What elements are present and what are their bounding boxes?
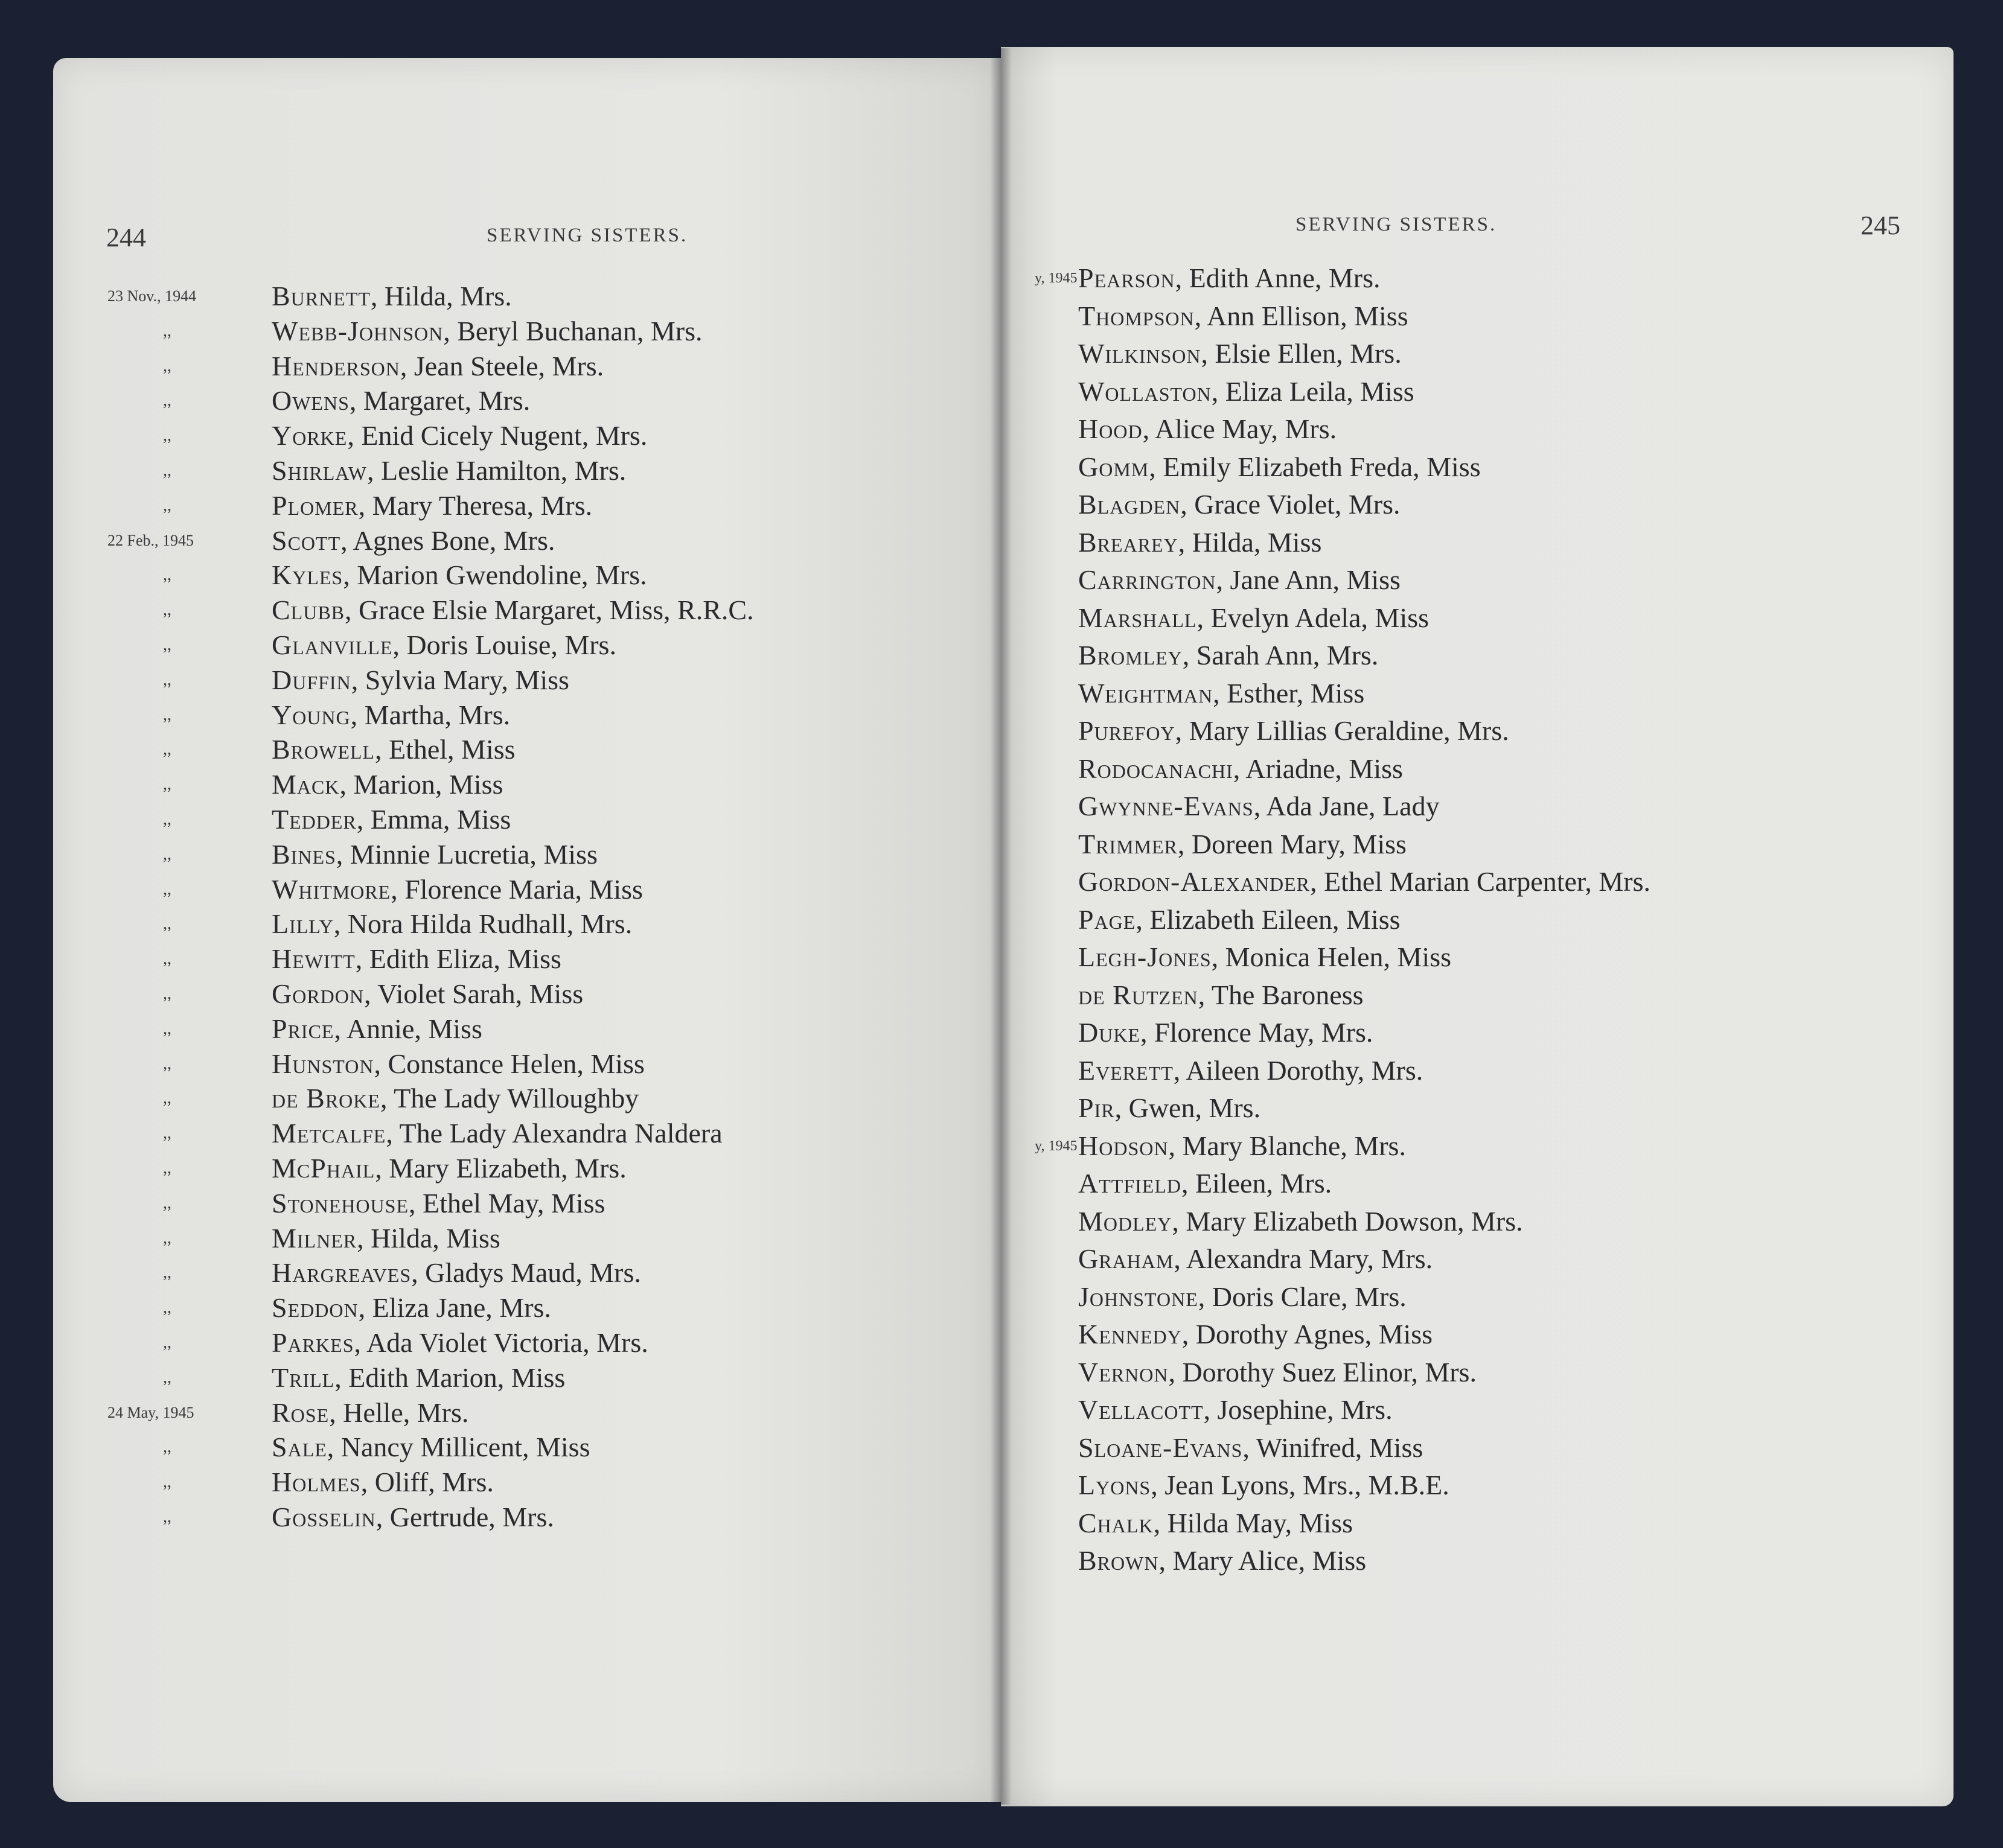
list-item [163,802,754,837]
surname: Glanville [272,629,393,660]
ditto-mark: ,, [163,1368,171,1387]
surname: Vellacott [1078,1394,1204,1425]
surname: Milner [272,1222,357,1254]
list-item [163,418,754,453]
book-gutter [990,48,1012,1805]
surname: Holmes [272,1467,361,1498]
ditto-mark: ,, [163,635,171,654]
given-names: , Marion Gwendoline, Mrs. [343,559,647,591]
given-names: , Beryl Buchanan, Mrs. [443,315,703,346]
given-names: , Doris Clare, Mrs. [1198,1281,1407,1312]
ditto-mark: ,, [163,984,171,1003]
given-names: , Constance Helen, Miss [374,1048,645,1079]
surname: Rodocanachi [1078,753,1233,784]
given-names: , Hilda May, Miss [1153,1507,1353,1538]
given-names: , Alice May, Mrs. [1142,413,1337,444]
ditto-mark: ,, [163,914,171,934]
ditto-mark: ,, [163,705,171,724]
list-item [163,1047,754,1082]
list-item [163,1290,754,1325]
ditto-mark: ,, [163,879,171,899]
surname: Duffin [272,664,351,695]
given-names: , Dorothy Agnes, Miss [1181,1319,1433,1349]
given-names: , Aileen Dorothy, Mrs. [1173,1054,1423,1086]
list-item [163,663,754,698]
given-names: , Ada Jane, Lady [1253,791,1440,821]
list-item [1078,448,1650,486]
given-names: , Mary Theresa, Mrs. [358,489,593,521]
list-item [163,1500,754,1535]
list-item [1078,826,1650,864]
given-names: , Minnie Lucretia, Miss [336,838,598,870]
list-item [163,906,754,942]
given-names: , Hilda, Mrs. [370,281,512,311]
given-names: , Ann Ellison, Miss [1194,300,1408,331]
given-names: , Grace Elsie Margaret, Miss, R.R.C. [345,594,754,626]
running-head: SERVING SISTERS. [1295,214,1497,235]
surname: Gosselin [272,1501,376,1532]
list-item [163,349,754,384]
surname: de Rutzen [1078,979,1198,1010]
surname: Rose [272,1397,330,1428]
list-item [1078,1240,1650,1278]
ditto-mark: ,, [163,495,171,515]
left-page [53,58,1001,1802]
list-item [163,1151,754,1186]
given-names: , Mary Elizabeth, Mrs. [375,1152,627,1184]
list-item [1078,1165,1650,1203]
given-names: , Margaret, Mrs. [349,385,531,416]
given-names: , Gladys Maud, Mrs. [411,1257,641,1289]
given-names: , Grace Violet, Mrs. [1180,489,1401,520]
list-item [163,383,754,418]
given-names: , Ethel Marian Carpenter, Mrs. [1309,866,1651,897]
surname: Browell [272,734,375,765]
list-item [1078,1052,1650,1090]
given-names: , Sylvia Mary, Miss [351,664,569,695]
list-item [163,837,754,872]
given-names: , Monica Helen, Miss [1211,942,1451,972]
surname: Chalk [1078,1507,1154,1538]
surname: Lilly [272,908,334,940]
surname: Page [1078,903,1136,935]
surname: Gordon-Alexander [1078,866,1310,897]
ditto-mark: ,, [163,566,171,585]
surname: Whitmore [272,873,391,905]
ditto-mark: ,, [163,1089,171,1108]
ditto-mark: ,, [163,1263,171,1282]
ditto-mark: ,, [163,1228,171,1247]
given-names: , Florence Maria, Miss [391,873,643,905]
surname: Seddon [272,1292,359,1324]
surname: Henderson [272,350,400,381]
entry-list [107,279,754,1535]
given-names: , Eliza Leila, Miss [1211,375,1414,407]
surname: Hewitt [272,943,356,975]
list-item [163,1465,754,1500]
list-item [1078,1429,1650,1467]
surname: Wilkinson [1078,338,1201,369]
list-item [163,1255,754,1290]
list-item [1078,335,1650,373]
surname: McPhail [272,1152,375,1184]
list-item [1078,977,1650,1015]
list-item [1078,1467,1650,1505]
page-number: 245 [1861,211,1900,240]
given-names: , Edith Marion, Miss [334,1362,566,1393]
list-item [163,314,754,349]
surname: Kyles [272,559,343,591]
list-item [163,1221,754,1256]
surname: Everett [1078,1054,1174,1086]
list-item [1078,1391,1650,1429]
surname: Vernon [1078,1356,1169,1388]
surname: Lyons [1078,1470,1151,1500]
given-names: , Hilda, Miss [1178,526,1322,558]
given-names: , Esther, Miss [1213,677,1365,709]
surname: Gomm [1078,451,1149,482]
surname: Duke [1078,1017,1140,1048]
ditto-mark: ,, [163,809,171,829]
surname: Hodson [1078,1130,1169,1161]
surname: Weightman [1078,677,1213,709]
ditto-mark: ,, [163,460,171,480]
list-item [163,1116,754,1151]
ditto-mark: ,, [163,1019,171,1038]
list-item [163,732,754,767]
ditto-mark: ,, [163,1507,171,1526]
entry-date: 23 Nov., 1944 [107,287,197,305]
surname: Young [272,699,351,730]
ditto-mark: ,, [163,740,171,759]
surname: Gordon [272,978,365,1009]
entry-list [1035,260,1651,1580]
given-names: , Gwen, Mrs. [1114,1092,1261,1123]
ditto-mark: ,, [163,775,171,794]
given-names: , Mary Alice, Miss [1158,1545,1367,1576]
list-item [1078,1542,1650,1580]
surname: Hunston [272,1048,374,1079]
given-names: , Annie, Miss [334,1013,482,1044]
surname: Shirlaw [272,454,367,486]
list-item [1035,1127,1650,1165]
surname: Webb-Johnson [272,315,444,346]
list-item [163,488,754,523]
entry-date: 24 May, 1945 [107,1403,194,1421]
list-item [107,523,754,558]
given-names: , Edith Anne, Mrs. [1175,263,1381,293]
ditto-mark: ,, [163,321,171,340]
given-names: , Mary Lillias Geraldine, Mrs. [1175,715,1509,746]
given-names: , The Lady Willoughby [380,1083,639,1114]
given-names: , Florence May, Mrs. [1140,1017,1373,1048]
given-names: , Ethel, Miss [374,734,516,765]
page-number: 244 [106,223,146,252]
list-item [163,1360,754,1395]
ditto-mark: ,, [163,601,171,620]
list-item [163,558,754,593]
surname: Pir [1078,1092,1115,1123]
given-names: , Leslie Hamilton, Mrs. [367,454,627,486]
list-item [163,1012,754,1047]
ditto-mark: ,, [163,1124,171,1143]
list-item [1078,298,1650,336]
list-item [1078,675,1650,713]
surname: Sale [272,1432,327,1463]
surname: Clubb [272,594,345,626]
given-names: , Oliff, Mrs. [360,1467,494,1498]
running-head: SERVING SISTERS. [487,225,688,246]
surname: Bines [272,838,336,870]
surname: Scott [272,524,341,556]
given-names: , The Lady Alexandra Naldera [386,1118,723,1149]
surname: Legh-Jones [1078,942,1212,972]
surname: Kennedy [1078,1319,1182,1349]
given-names: , Marion, Miss [339,769,503,800]
list-item [163,872,754,907]
list-item [1078,1278,1650,1316]
surname: Brearey [1078,526,1178,558]
surname: Hood [1078,413,1143,444]
surname: Mack [272,769,340,800]
list-item [163,942,754,977]
given-names: , Violet Sarah, Miss [364,978,584,1009]
list-item [107,279,754,314]
given-names: , Ada Violet Victoria, Mrs. [354,1327,648,1358]
given-names: , Eileen, Mrs. [1181,1168,1332,1199]
ditto-mark: ,, [163,1333,171,1352]
given-names: , Emily Elizabeth Freda, Miss [1149,451,1481,482]
given-names: , Hilda, Miss [357,1222,500,1254]
given-names: , Evelyn Adela, Miss [1196,602,1430,633]
surname: Burnett [272,281,371,311]
entry-date: 22 Feb., 1945 [107,531,194,549]
given-names: , Helle, Mrs. [329,1397,469,1428]
list-item [163,1081,754,1116]
given-names: , Eliza Jane, Mrs. [358,1292,551,1324]
list-item [1078,1316,1650,1354]
surname: Trimmer [1078,828,1178,859]
list-item [1078,599,1650,637]
given-names: , Ethel May, Miss [409,1187,605,1219]
surname: Yorke [272,420,348,451]
list-item [163,977,754,1012]
ditto-mark: ,, [163,844,171,864]
list-item [1078,561,1650,599]
ditto-mark: ,, [163,1438,171,1457]
right-page [1001,47,1953,1806]
given-names: , Sarah Ann, Mrs. [1182,640,1379,671]
ditto-mark: ,, [163,1054,171,1073]
given-names: , Mary Elizabeth Dowson, Mrs. [1172,1205,1523,1237]
list-item [1078,486,1650,524]
ditto-mark: ,, [163,1298,171,1317]
list-item [163,453,754,488]
surname: Pearson [1078,263,1175,293]
surname: Marshall [1078,602,1197,633]
surname: Trill [272,1362,335,1393]
given-names: , Doris Louise, Mrs. [392,629,616,660]
ditto-mark: ,, [163,356,171,375]
list-item [1078,901,1650,939]
surname: Blagden [1078,489,1181,520]
list-item [1078,373,1650,411]
entry-date: y, 1945 [1035,270,1078,286]
ditto-mark: ,, [163,1473,171,1492]
given-names: , Ariadne, Miss [1233,753,1403,784]
list-item [163,1430,754,1465]
list-item [1078,410,1650,448]
surname: Modley [1078,1205,1172,1237]
surname: Owens [272,385,350,416]
list-item [1078,938,1650,977]
surname: Stonehouse [272,1187,409,1219]
given-names: , Nora Hilda Rudhall, Mrs. [333,908,633,940]
surname: Hargreaves [272,1257,412,1289]
given-names: , Enid Cicely Nugent, Mrs. [347,420,648,451]
list-item [1078,1014,1650,1052]
surname: Bromley [1078,640,1183,671]
surname: Plomer [272,489,359,521]
surname: Parkes [272,1327,354,1358]
given-names: , Doreen Mary, Miss [1177,828,1407,859]
list-item [1078,1505,1650,1543]
list-item [163,593,754,628]
given-names: , Alexandra Mary, Mrs. [1174,1243,1433,1274]
given-names: , Edith Eliza, Miss [355,943,561,975]
given-names: , Nancy Millicent, Miss [327,1432,590,1463]
list-item [163,1186,754,1221]
surname: Johnstone [1078,1281,1198,1312]
list-item [163,628,754,663]
list-item [163,1325,754,1360]
given-names: , Agnes Bone, Mrs. [340,524,555,556]
list-item [1078,1203,1650,1241]
ditto-mark: ,, [163,426,171,445]
surname: Graham [1078,1243,1174,1274]
list-item [1078,1354,1650,1392]
given-names: , Gertrude, Mrs. [375,1501,554,1532]
list-item [163,698,754,733]
list-item [1035,260,1650,298]
ditto-mark: ,, [163,949,171,969]
entry-date: y, 1945 [1035,1138,1078,1154]
surname: Tedder [272,803,357,835]
surname: Thompson [1078,300,1195,331]
ditto-mark: ,, [163,1193,171,1212]
surname: de Broke [272,1083,380,1114]
ditto-mark: ,, [163,391,171,410]
given-names: , Dorothy Suez Elinor, Mrs. [1168,1356,1477,1388]
given-names: , Josephine, Mrs. [1203,1394,1393,1425]
surname: Metcalfe [272,1118,386,1149]
given-names: , The Baroness [1198,979,1364,1010]
surname: Sloane-Evans [1078,1432,1243,1463]
given-names: , Jean Lyons, Mrs., M.B.E. [1151,1470,1449,1500]
surname: Purefoy [1078,715,1175,746]
list-item [1078,750,1650,788]
given-names: , Winifred, Miss [1242,1432,1423,1463]
surname: Price [272,1013,334,1044]
list-item [1078,712,1650,750]
given-names: , Mary Blanche, Mrs. [1168,1130,1406,1161]
given-names: , Jane Ann, Miss [1216,564,1401,595]
surname: Wollaston [1078,375,1212,407]
surname: Attfield [1078,1168,1181,1199]
list-item [1078,524,1650,562]
list-item [163,767,754,802]
list-item [1078,863,1650,901]
ditto-mark: ,, [163,1158,171,1177]
list-item [1078,1089,1650,1127]
list-item [107,1395,754,1430]
given-names: , Martha, Mrs. [350,699,511,730]
given-names: , Elsie Ellen, Mrs. [1201,338,1402,369]
list-item [1078,637,1650,675]
surname: Gwynne-Evans [1078,791,1254,821]
given-names: , Emma, Miss [356,803,511,835]
given-names: , Jean Steele, Mrs. [400,350,604,381]
surname: Brown [1078,1545,1159,1576]
given-names: , Elizabeth Eileen, Miss [1136,903,1401,935]
list-item [1078,788,1650,826]
ditto-mark: ,, [163,670,171,689]
surname: Carrington [1078,564,1216,595]
